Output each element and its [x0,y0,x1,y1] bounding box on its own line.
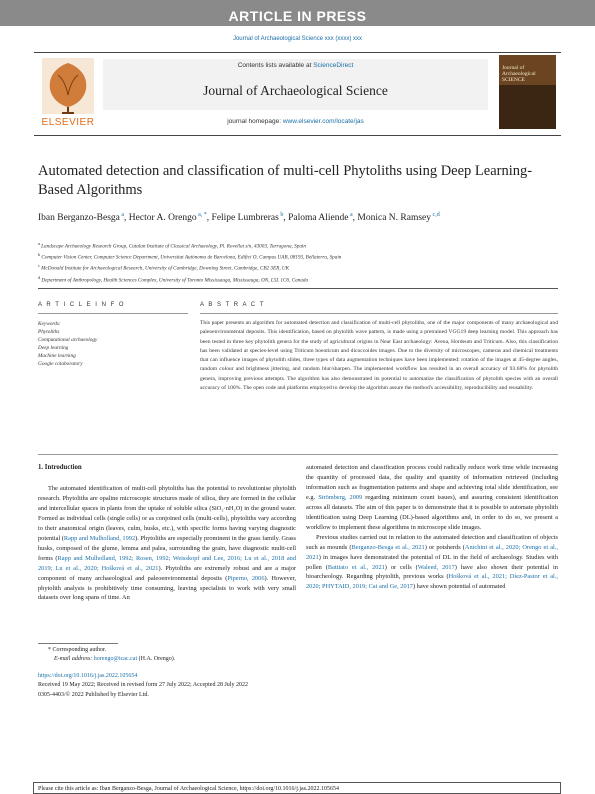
citation-link[interactable]: Waleed, 2017 [417,563,455,571]
author-affiliation-marker[interactable]: c,d [431,212,440,218]
affiliation-marker: b [38,252,42,258]
body-paragraph [306,533,558,593]
keyword-item: Google colaboratory [38,361,83,367]
abstract-heading: A B S T R A C T [200,302,265,308]
citation-link[interactable]: Rapp and Mulholland, 1992; Rosen, 1992; Weisskopf and Lee, 2016; Lu et al., 2018 and 2019; Lu et al., 2020; Hošková et al., 2021 [38,554,296,572]
citation-link[interactable]: Hošková et al., 2021; Díez-Pastor et al., 2020; PHYTAID, 2019; Cai and Ge, 2017 [306,573,558,591]
journal-name: Journal of Archaeological Science [203,83,388,98]
body-text: ) in images have demonstrated the potential of DL in the field of archaeology. Studies with pollen ( [306,553,558,571]
elsevier-wordmark: ELSEVIER [41,117,95,128]
homepage-link[interactable]: www.elsevier.com/locate/jas [282,118,364,125]
citation-link[interactable]: Piperno, 2006 [227,574,265,582]
body-text: ) have shown potential of automated [412,583,506,591]
author-affiliation-marker[interactable]: a [348,212,353,218]
body-text: Previous studies carried out in relation to the automated detection and classification of objects such as mounds ( [306,533,558,551]
journal-citation-link[interactable]: Journal of Archaeological Science xxx (xxxx) xxx [232,36,363,42]
cover-title: Journal of Archaeological SCIENCE [502,65,536,83]
affiliation-marker: a [38,241,42,246]
body-text: The automated identification of multi-cell phytoliths has the potential to revolutionise phytolith research. Phytoliths are opaline microscopic structures made of silica, they are formed in the cellular and intercellular spaces in plants from the uptake of soluble silica (SiO [38,485,296,512]
corresponding-author-note: * Corresponding author. [48,647,107,653]
author-name[interactable]: Monica N. Ramsey [357,213,432,224]
please-cite-box: Please cite this article as: Iban Berganzo-Besga, Journal of Archaeological Science, https://doi.org/10.1016/j.jas.2022.105654 [33,782,561,794]
body-text: ₂·nH₂O) in the ground water. Formed as individual cells (single cells) or as conjoined cells (multi-cells), phytoliths vary according to their anatomical origin (leaves, culm, husks, etc.), with specific forms having varying diagnostic potential ( [38,504,296,542]
homepage-line [103,118,488,125]
author-affiliation-marker[interactable]: b [278,212,284,218]
affiliation-text: Department of Anthropology, Health Sciences Complex, University of Toronto Mississauga, Mississauga, ON, L5L 1C6, Canada [41,277,309,284]
keyword-item: Computational archaeology [38,337,98,343]
received-dates: Received 19 May 2022; Received in revised form 27 July 2022; Accepted 28 July 2022 [38,682,248,689]
footnote-divider [38,643,118,644]
body-column-left [38,484,296,603]
body-text: ) or cells ( [384,563,418,571]
citation-link[interactable]: Berganzo-Besga et al., 2021 [351,543,425,551]
journal-cover-thumbnail[interactable] [499,55,556,129]
contents-line [103,62,488,69]
issn-copyright: 0305-4403/© 2022 Published by Elsevier Ltd. [38,691,149,698]
body-text: ). However, phytolith analysis is prohibitively time consuming, leaving specialists to work with very small datasets over long spans of time. An [38,574,296,602]
footnotes [48,646,175,664]
body-text: ) have also shown their potential in bioarcheology. Regarding phytolith, previous works ( [306,563,558,581]
author-name[interactable]: Iban Berganzo-Besga [38,213,120,224]
affiliation-line [38,251,568,262]
body-paragraph [38,484,296,603]
body-text: ). Phytoliths are especially prominent in the grass family. Grass husks, composed of the glume, lemma and palea, surrounding the grain, have diagnostic multi-cell forms ( [38,534,296,562]
contents-prefix: Contents lists available at [237,62,314,69]
doi-block [38,672,248,700]
affiliation-marker: c [38,263,42,269]
abstract-text: This paper presents an algorithm for automated detection and classification of multi-cell phytoliths, one of the major components of many archaeological and paleoenvironmental deposits. This identification, based on phytolith wave pattern, is made using a pretrained VGG19 deep learning model. This approach has been tested in three key phytolith genera for the study of agricultural origins in Near East archaeology: Avena, Hordeum and Triticum. Also, this classification has been validated at species-level using Triticum boeoticum and dicoccoides images. Due to the diversity of microscopes, cameras and chemical treatments that can influence images of phytolith slides, three types of data augmentation techniques have been implemented: rotation of the images at 45-degree angles, random colour and brightness jittering, and random blur/sharpen. The implemented workflow has resulted in an overall accuracy of 93.68% for phytolith genera, improving previous attempts. The algorithm has also demonstrated its potential to automatize the classification of phytolith species with an overall accuracy of 100%. The open code and platforms employed to develop the algorithm assure the method's accessibility, reproducibility and reusability. [200,320,558,392]
keywords-block [38,320,188,368]
body-paragraph [306,463,558,533]
affiliation-marker: d [38,274,42,280]
homepage-prefix: journal homepage: [227,118,283,125]
email-link[interactable]: horengo@icac.cat [93,656,138,662]
author-name[interactable]: Hector A. Orengo [128,213,197,224]
keyword-item: Phytoliths [38,329,60,335]
author-name[interactable]: Paloma Aliende [288,213,349,224]
abstract-rule [200,313,558,314]
article-in-press-text: ARTICLE IN PRESS [228,8,367,24]
body-text: automated detection and classification process could radically reduce work time while increasing the quantity of processed data, the quality and quantity of information retrieved (including information such as fragmentation patterns and shape and achieving total slide identification, see e.g. [306,464,558,501]
body-column-right [306,463,558,592]
doi-link[interactable]: https://doi.org/10.1016/j.jas.2022.105654 [38,673,138,679]
sciencedirect-link[interactable]: ScienceDirect [313,62,354,69]
corresponding-author-text: Corresponding author. [52,647,107,653]
citation-link[interactable]: Strömberg, 2009 [318,493,363,501]
email-label: E-mail address: [54,656,94,662]
citation-link[interactable]: Battiato et al., 2021 [327,563,385,571]
email-note [48,655,175,664]
author-affiliation-marker[interactable]: a [119,212,125,218]
citation-link[interactable]: Rapp and Mulholland, 1992 [63,534,136,542]
email-owner: (H.A. Orengo). [137,656,176,662]
section-heading-introduction: 1. Introduction [38,464,82,471]
affiliation-line [38,240,568,251]
author-name[interactable]: Felipe Lumbreras [211,213,279,224]
affiliation-text: McDonald Institute for Archaeological Research, University of Cambridge, Downing Street, Cambridge, CB2 3ER, UK [41,266,290,273]
cover-image-band [499,85,556,129]
keywords-label: Keywords: [38,321,61,327]
author-list: Iban Berganzo-Besga $^a$, Hector A. Orengo $^{a, *}$, Felipe Lumbreras $^b$, Paloma Aliende $^a$, Monica N. Ramsey $^{c,d}$ [38,212,440,224]
article-info-rule [38,313,188,314]
affiliation-line [38,262,568,273]
keyword-item: Deep learning [38,345,69,351]
body-text: regarding minimum count issues), and assuring consistent identification across all datasets. The aim of this paper is to demonstrate that it is possible to automate phytolith identification using Deep Learning (DL)-based algorithms and, in order to do so, we present a workflow to implement these algorithms in microscope slide images. [306,493,559,531]
citation-link[interactable]: Anichini et al., 2020; Orengo et al., 2021 [306,543,558,561]
article-title: Automated detection and classification of multi-cell Phytoliths using Deep Learning-Based Algorithms [38,163,533,198]
keyword-item: Machine learning [38,353,76,359]
affiliation-text: Landscape Archaeology Research Group, Catalan Institute of Classical Archaeology, Pl. Rovellat s/n, 43003, Tarragona, Spain [41,243,306,250]
author-affiliation-marker[interactable]: a, * [196,212,207,218]
affiliation-line [38,274,568,285]
article-info-heading: A R T I C L E I N F O [38,302,126,308]
body-text: ) or potsherds ( [424,543,465,551]
header-divider [38,288,558,289]
affiliation-text: Computer Vision Center, Computer Science Department, Universitat Autònoma de Barcelona, Edifici O, Campus UAB, 08193, Bellaterra, Spain [41,254,342,261]
body-text: ). Phytoliths are extremely robust and are a major component of many archaeological and paleoenvironmental deposits ( [38,564,296,582]
abstract-bottom-rule [38,454,558,455]
affiliations [38,240,568,285]
